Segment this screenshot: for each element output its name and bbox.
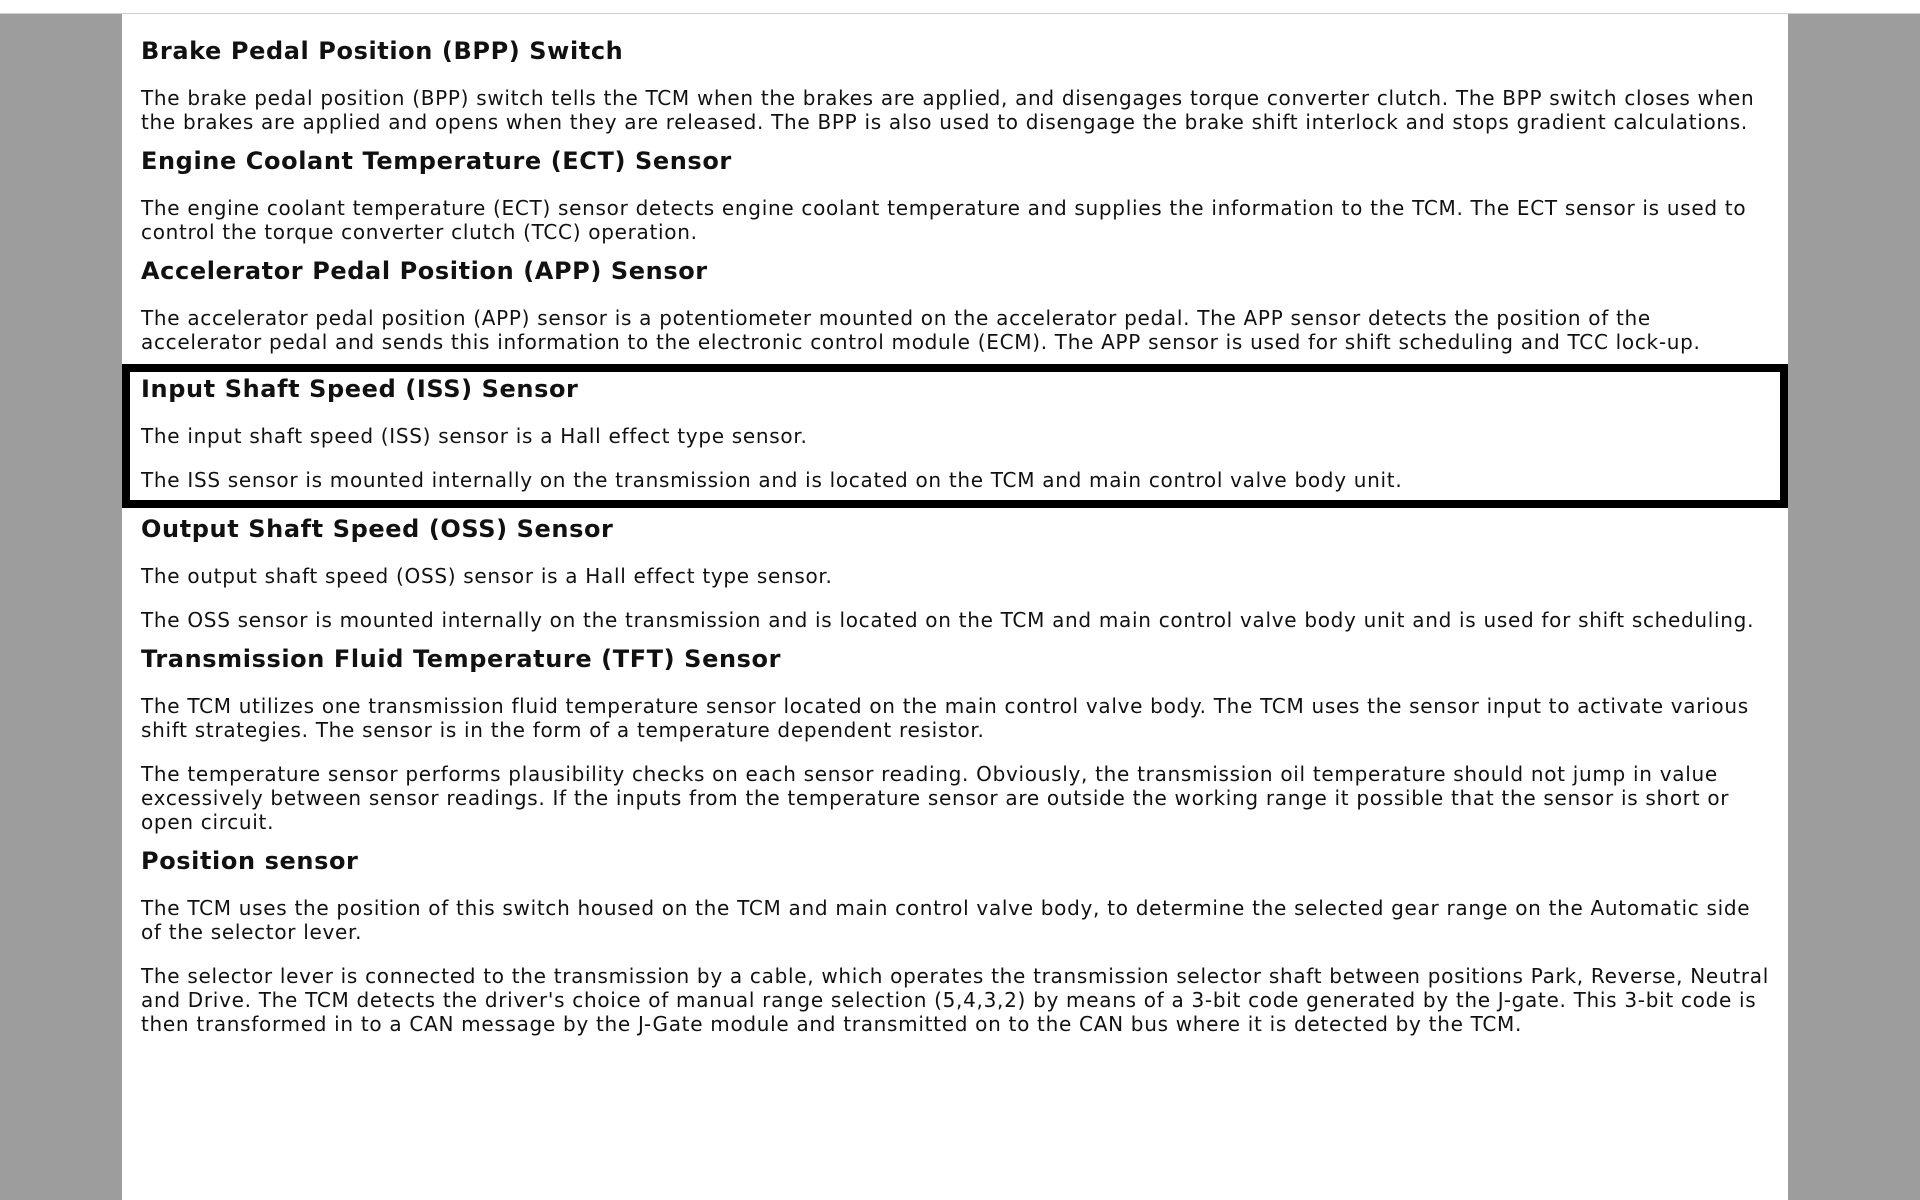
paragraph-tft-1: The TCM utilizes one transmission fluid temperature sensor located on the main control valve body. The TCM uses the sensor input to activate various shift strategies. The sensor is in the form of a temperature dependent resistor. bbox=[141, 694, 1749, 742]
paragraph-oss-1: The output shaft speed (OSS) sensor is a Hall effect type sensor. bbox=[141, 564, 833, 588]
section-iss-sensor-highlighted bbox=[122, 364, 1788, 508]
paragraph-iss-2: The ISS sensor is mounted internally on the transmission and is located on the TCM and main control valve body unit. bbox=[141, 468, 1403, 492]
document-body bbox=[122, 14, 1788, 1036]
section-app-sensor bbox=[141, 256, 1770, 354]
top-strip bbox=[0, 0, 1920, 14]
paragraph-bpp-1: The brake pedal position (BPP) switch tells the TCM when the brakes are applied, and disengages torque converter clutch. The BPP switch closes when the brakes are applied and opens when they are released. The BPP is also used to disengage the brake shift interlock and stops gradient calculations. bbox=[141, 86, 1755, 134]
paragraph-tft-2: The temperature sensor performs plausibility checks on each sensor reading. Obviously, the transmission oil temperature should not jump in value excessively between sensor readings. If the inputs from the temperature sensor are outside the working range it possible that the sensor is short or open circuit. bbox=[141, 762, 1730, 834]
section-tft-sensor bbox=[141, 644, 1770, 834]
heading-oss-sensor: Output Shaft Speed (OSS) Sensor bbox=[141, 515, 614, 543]
section-bpp-switch bbox=[141, 36, 1770, 134]
document-content[interactable] bbox=[122, 14, 1788, 1200]
section-ect-sensor bbox=[141, 146, 1770, 244]
heading-app-sensor: Accelerator Pedal Position (APP) Sensor bbox=[141, 257, 708, 285]
section-position-sensor bbox=[141, 846, 1770, 1036]
heading-position-sensor: Position sensor bbox=[141, 847, 359, 875]
heading-bpp-switch: Brake Pedal Position (BPP) Switch bbox=[141, 37, 624, 65]
heading-ect-sensor: Engine Coolant Temperature (ECT) Sensor bbox=[141, 147, 732, 175]
paragraph-ect-1: The engine coolant temperature (ECT) sensor detects engine coolant temperature and supplies the information to the TCM. The ECT sensor is used to control the torque converter clutch (TCC) operation. bbox=[141, 196, 1747, 244]
heading-tft-sensor: Transmission Fluid Temperature (TFT) Sensor bbox=[141, 645, 782, 673]
paragraph-iss-1: The input shaft speed (ISS) sensor is a Hall effect type sensor. bbox=[141, 424, 808, 448]
paragraph-oss-2: The OSS sensor is mounted internally on the transmission and is located on the TCM and main control valve body unit and is used for shift scheduling. bbox=[141, 608, 1755, 632]
section-oss-sensor bbox=[141, 514, 1770, 632]
paragraph-position-1: The TCM uses the position of this switch housed on the TCM and main control valve body, to determine the selected gear range on the Automatic side of the selector lever. bbox=[141, 896, 1751, 944]
heading-iss-sensor: Input Shaft Speed (ISS) Sensor bbox=[141, 375, 579, 403]
paragraph-app-1: The accelerator pedal position (APP) sensor is a potentiometer mounted on the accelerator pedal. The APP sensor detects the position of the accelerator pedal and sends this information to the electronic control module (ECM). The APP sensor is used for shift scheduling and TCC lock-up. bbox=[141, 306, 1701, 354]
paragraph-position-2: The selector lever is connected to the transmission by a cable, which operates the transmission selector shaft between positions Park, Reverse, Neutral and Drive. The TCM detects the driver's choice of manual range selection (5,4,3,2) by means of a 3-bit code generated by the J-gate. This 3-bit code is then transformed in to a CAN message by the J-Gate module and transmitted on to the CAN bus where it is detected by the TCM. bbox=[141, 964, 1769, 1036]
